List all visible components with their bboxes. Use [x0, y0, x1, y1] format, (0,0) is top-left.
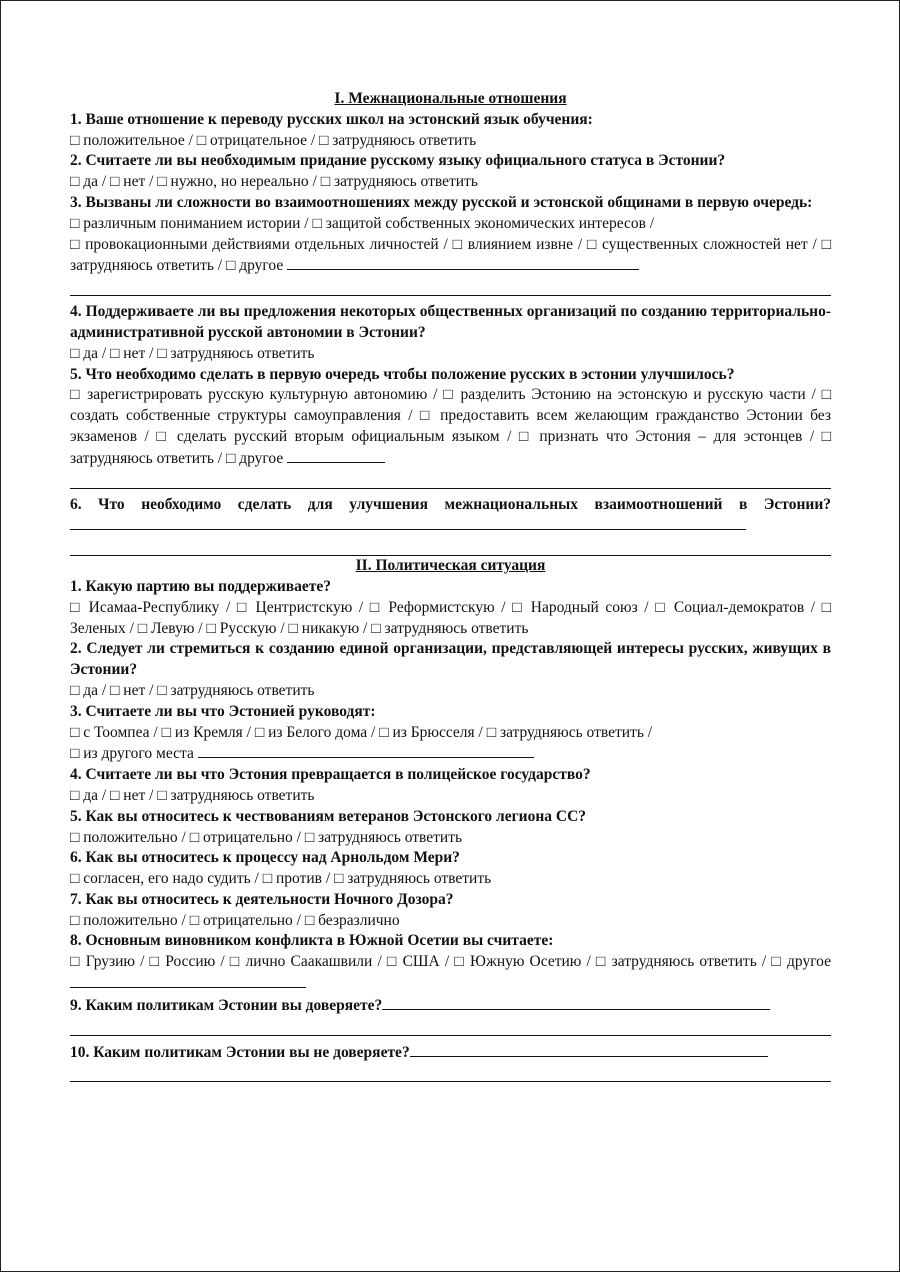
- options-2-3b-wrap: [70, 743, 831, 765]
- question-2-2: 2. Следует ли стремиться к созданию единой организации, представляющей интересы русских, живущих в Эстонии?: [70, 640, 831, 679]
- section-title-interethnic: I. Межнациональные отношения: [334, 90, 567, 107]
- answer-line[interactable]: [70, 515, 746, 530]
- question-1-6-wrap: [70, 495, 831, 538]
- answer-line[interactable]: [70, 537, 831, 556]
- question-1-4: 4. Поддерживаете ли вы предложения некоторых общественных организаций по созданию территориально-административной русской автономии в Эстонии?: [70, 303, 831, 341]
- question-2-9: 9. Каким политикам Эстонии вы доверяете?: [70, 996, 383, 1014]
- answer-line[interactable]: [70, 973, 306, 988]
- options-1-1[interactable]: □ положительное / □ отрицательное / □ затрудняюсь ответить: [70, 131, 477, 149]
- question-2-4: 4. Считаете ли вы что Эстония превращается в полицейское государство?: [70, 766, 591, 784]
- answer-line[interactable]: [410, 1042, 768, 1057]
- options-1-5-wrap: [70, 385, 831, 469]
- question-1-3: 3. Вызваны ли сложности во взаимоотношениях между русской и эстонской общинами в первую очередь:: [70, 193, 813, 211]
- question-2-10: 10. Каким политикам Эстонии вы не доверяете?: [70, 1043, 410, 1061]
- question-1-2: 2. Считаете ли вы необходимым придание русскому языку официального статуса в Эстонии?: [70, 152, 726, 170]
- question-1-1: 1. Ваше отношение к переводу русских школ на эстонский язык обучения:: [70, 110, 593, 128]
- options-2-7[interactable]: □ положительно / □ отрицательно / □ безразлично: [70, 911, 400, 929]
- answer-line[interactable]: [382, 995, 770, 1010]
- question-2-7: 7. Как вы относитесь к деятельности Ночного Дозора?: [70, 890, 454, 908]
- question-1-6: 6. Что необходимо сделать для улучшения межнациональных взаимоотношений в Эстонии?: [70, 495, 831, 513]
- options-1-3a[interactable]: □ различным пониманием истории / □ защитой собственных экономических интересов /: [70, 214, 655, 232]
- answer-line[interactable]: [198, 743, 534, 758]
- question-2-10-wrap: [70, 1042, 831, 1064]
- options-2-2[interactable]: □ да / □ нет / □ затрудняюсь ответить: [70, 681, 315, 699]
- answer-line[interactable]: [70, 277, 831, 296]
- answer-line[interactable]: [70, 470, 831, 489]
- section-title-political: II. Политическая ситуация: [355, 557, 546, 575]
- options-2-4[interactable]: □ да / □ нет / □ затрудняюсь ответить: [70, 786, 315, 804]
- options-2-5[interactable]: □ положительно / □ отрицательно / □ затрудняюсь ответить: [70, 828, 463, 846]
- answer-line[interactable]: [70, 1063, 831, 1082]
- question-2-6: 6. Как вы относитесь к процессу над Арнольдом Мери?: [70, 849, 460, 867]
- options-2-1[interactable]: □ Исамаа-Республику / □ Центристскую / □ Реформистскую / □ Народный союз / □ Социал-демократов / □ Зеленых / □ Левую / □ Русскую / □ никакую / □ затрудняюсь ответить: [70, 598, 831, 637]
- options-1-5[interactable]: □ зарегистрировать русскую культурную автономию / □ разделить Эстонию на эстонскую и русскую части / □ создать собственные структуры самоуправления / □ предоставить всем желающим гражданство Эстонии без экзаменов / □ сделать русский вторым официальным языком / □ признать что Эстония – для эстонцев / □ затрудняюсь ответить / □ другое: [70, 386, 831, 467]
- options-2-3b[interactable]: □ из другого места: [70, 745, 194, 763]
- options-2-3a[interactable]: □ с Тоомпеа / □ из Кремля / □ из Белого дома / □ из Брюсселя / □ затрудняюсь ответить /: [70, 723, 653, 741]
- options-2-8[interactable]: □ Грузию / □ Россию / □ лично Саакашвили / □ США / □ Южную Осетию / □ затрудняюсь ответить / □ другое: [70, 953, 831, 971]
- answer-line[interactable]: [287, 448, 385, 463]
- question-1-5: 5. Что необходимо сделать в первую очередь чтобы положение русских в эстонии улучшилось?: [70, 365, 735, 383]
- options-2-6[interactable]: □ согласен, его надо судить / □ против / □ затрудняюсь ответить: [70, 870, 492, 888]
- options-1-3b-wrap: [70, 235, 831, 278]
- question-2-9-wrap: [70, 995, 831, 1017]
- question-2-8: 8. Основным виновником конфликта в Южной Осетии вы считаете:: [70, 932, 554, 950]
- options-1-3b[interactable]: □ провокационными действиями отдельных личностей / □ влиянием извне / □ существенных сложностей нет / □ затрудняюсь ответить / □ другое: [70, 235, 831, 275]
- questionnaire-content: [70, 89, 831, 1082]
- question-2-5: 5. Как вы относитесь к чествованиям ветеранов Эстонского легиона СС?: [70, 807, 587, 825]
- options-1-4[interactable]: □ да / □ нет / □ затрудняюсь ответить: [70, 344, 315, 362]
- answer-line[interactable]: [70, 1017, 831, 1036]
- options-2-8-wrap: [70, 952, 831, 995]
- question-2-3: 3. Считаете ли вы что Эстонией руководят:: [70, 702, 376, 720]
- question-2-1: 1. Какую партию вы поддерживаете?: [70, 577, 332, 595]
- options-1-2[interactable]: □ да / □ нет / □ нужно, но нереально / □ затрудняюсь ответить: [70, 173, 478, 191]
- answer-line[interactable]: [287, 255, 639, 270]
